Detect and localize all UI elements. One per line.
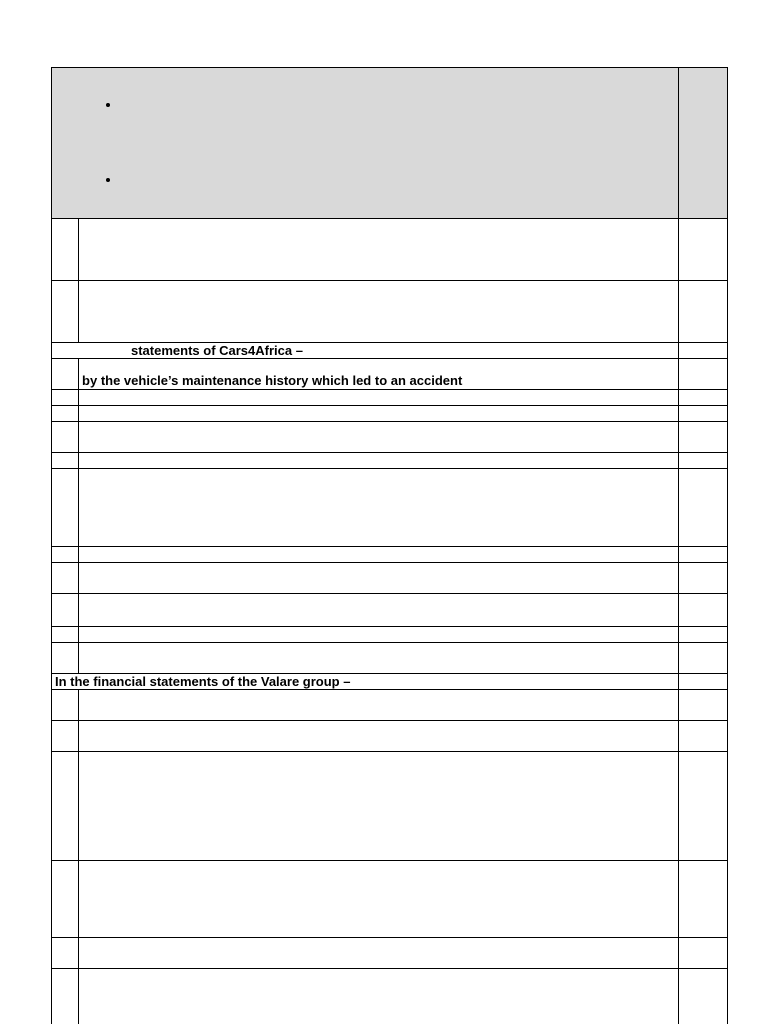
content-cell <box>79 969 679 1024</box>
mark-cell <box>678 861 727 938</box>
table-row <box>52 563 728 594</box>
mark-cell <box>678 219 727 281</box>
header-cell <box>52 68 679 219</box>
table-row <box>52 721 728 752</box>
mark-cell <box>678 343 727 359</box>
header-bullet-list <box>52 68 678 218</box>
number-cell <box>52 406 79 422</box>
table-row <box>52 643 728 674</box>
number-cell <box>52 219 79 281</box>
table-row <box>52 359 728 390</box>
mark-cell <box>678 674 727 690</box>
content-cell <box>79 643 679 674</box>
number-cell <box>52 861 79 938</box>
number-cell <box>52 643 79 674</box>
header-mark-cell <box>678 68 727 219</box>
table-row <box>52 281 728 343</box>
section-heading-cell <box>52 674 679 690</box>
section-heading-cars4africa: statements of Cars4Africa – <box>131 343 303 358</box>
table-row <box>52 861 728 938</box>
table-row <box>52 547 728 563</box>
marking-grid <box>51 67 728 1024</box>
mark-cell <box>678 563 727 594</box>
table-row <box>52 469 728 547</box>
content-cell <box>79 219 679 281</box>
mark-cell <box>678 390 727 406</box>
mark-cell <box>678 406 727 422</box>
header-bullet-item <box>121 143 678 218</box>
number-cell <box>52 969 79 1024</box>
content-cell <box>79 690 679 721</box>
table-row <box>52 422 728 453</box>
number-cell <box>52 453 79 469</box>
number-cell <box>52 547 79 563</box>
number-cell <box>52 563 79 594</box>
mark-cell <box>678 594 727 627</box>
section-row <box>52 343 728 359</box>
table-row <box>52 938 728 969</box>
content-cell <box>79 422 679 453</box>
mark-cell <box>678 938 727 969</box>
mark-cell <box>678 359 727 390</box>
content-cell <box>79 721 679 752</box>
content-cell <box>79 390 679 406</box>
content-cell <box>79 469 679 547</box>
section-heading-cell <box>52 343 679 359</box>
section-heading-valare: In the financial statements of the Valare group – <box>55 674 351 689</box>
table-row <box>52 969 728 1024</box>
number-cell <box>52 721 79 752</box>
number-cell <box>52 390 79 406</box>
section-row <box>52 674 728 690</box>
table-row <box>52 690 728 721</box>
table-row <box>52 594 728 627</box>
content-cell <box>79 563 679 594</box>
number-cell <box>52 627 79 643</box>
content-cell <box>79 752 679 861</box>
number-cell <box>52 752 79 861</box>
mark-cell <box>678 752 727 861</box>
mark-cell <box>678 453 727 469</box>
content-cell <box>79 547 679 563</box>
mark-cell <box>678 281 727 343</box>
maintenance-history-text: by the vehicle’s maintenance history which led to an accident <box>82 373 463 388</box>
header-bullet-item <box>121 68 678 143</box>
header-row <box>52 68 728 219</box>
table-row <box>52 627 728 643</box>
number-cell <box>52 690 79 721</box>
mark-cell <box>678 627 727 643</box>
number-cell <box>52 469 79 547</box>
mark-cell <box>678 721 727 752</box>
content-cell <box>79 453 679 469</box>
content-cell <box>79 938 679 969</box>
mark-cell <box>678 643 727 674</box>
mark-cell <box>678 422 727 453</box>
number-cell <box>52 359 79 390</box>
number-cell <box>52 422 79 453</box>
table-row <box>52 219 728 281</box>
number-cell <box>52 281 79 343</box>
mark-cell <box>678 547 727 563</box>
table-row <box>52 453 728 469</box>
content-cell <box>79 359 679 390</box>
mark-cell <box>678 690 727 721</box>
table-row <box>52 390 728 406</box>
mark-cell <box>678 469 727 547</box>
content-cell <box>79 861 679 938</box>
content-cell <box>79 406 679 422</box>
number-cell <box>52 938 79 969</box>
content-cell <box>79 594 679 627</box>
content-cell <box>79 627 679 643</box>
table-row <box>52 406 728 422</box>
mark-cell <box>678 969 727 1024</box>
content-cell <box>79 281 679 343</box>
number-cell <box>52 594 79 627</box>
table-row <box>52 752 728 861</box>
